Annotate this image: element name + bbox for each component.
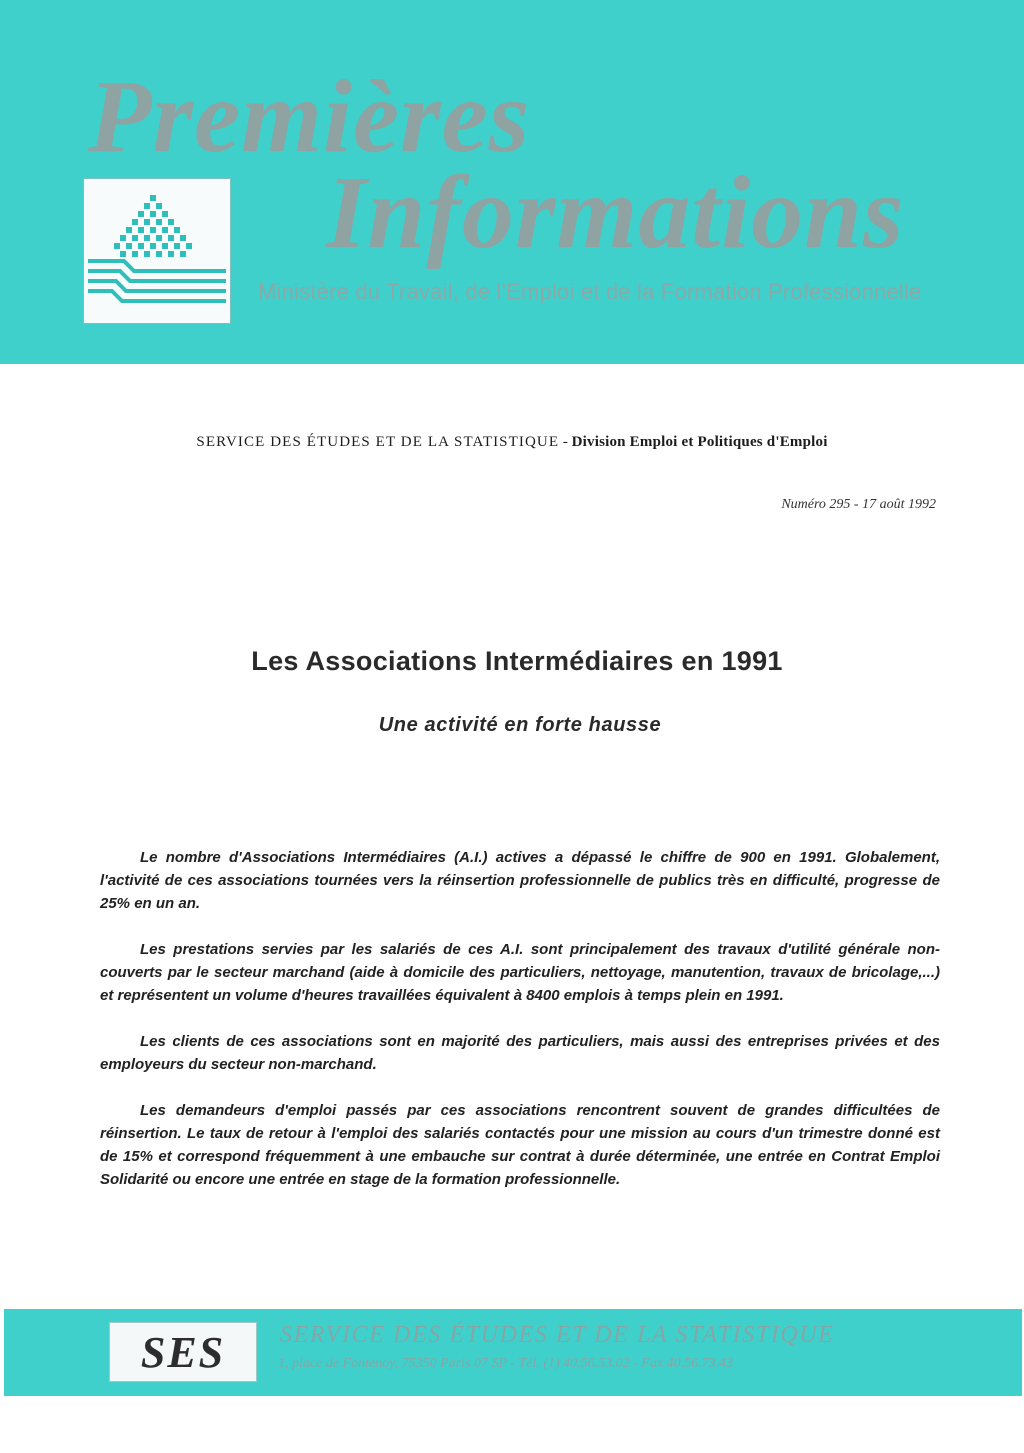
article-title: Les Associations Intermédiaires en 1991 xyxy=(251,646,783,676)
footer-address: 1, place de Fontenoy, 75350 Paris 07 SP - Tél. (1) 40.56.53.02 - Fax 40.56.73.43 xyxy=(278,1356,734,1371)
article-subtitle: Une activité en forte hausse xyxy=(378,714,662,736)
service-name: SERVICE DES ÉTUDES ET DE LA STATISTIQUE xyxy=(196,434,560,450)
service-separator: - xyxy=(559,434,572,450)
paragraph-3: Les clients de ces associations sont en majorité des particuliers, mais aussi des entreprises privées et des employeurs du secteur non-marchand. xyxy=(100,1033,940,1073)
masthead-title-line-2: Informations xyxy=(326,155,905,270)
masthead-title-line-1: Premières xyxy=(88,59,531,174)
service-division-line xyxy=(0,434,1024,451)
paragraph-1: Le nombre d'Associations Intermédiaires (A.I.) actives a dépassé le chiffre de 900 en 1991. Globalement, l'activité de ces associations tournées vers la réinsertion professionnelle de publics très en difficulté, progresse de 25% en un an. xyxy=(100,849,940,912)
footer-service-name: SERVICE DES ÉTUDES ET DE LA STATISTIQUE xyxy=(280,1322,835,1348)
ses-logo: SES xyxy=(109,1322,257,1382)
paragraph-2: Les prestations servies par les salariés de ces A.I. sont principalement des travaux d'utilité générale non-couverts par le secteur marchand (aide à domicile des particuliers, nettoyage, manutention, travaux de bricolage,...) et représentent un volume d'heures travaillées équivalent à 8400 emplois à temps plein en 1991. xyxy=(100,941,940,1004)
paragraph-4: Les demandeurs d'emploi passés par ces associations rencontrent souvent de grandes difficultées de réinsertion. Le taux de retour à l'emploi des salariés contactés pour une mission au cours d'un trimestre donné est de 15% et correspond fréquemment à une embauche sur contrat à durée déterminée, une entrée en Contrat Emploi Solidarité ou encore une entrée en stage de la formation professionnelle. xyxy=(100,1102,940,1188)
stepped-triangle-logo-icon xyxy=(84,179,230,323)
division-name: Division Emploi et Politiques d'Emploi xyxy=(571,434,828,450)
ministry-name: Ministère du Travail, de l'Emploi et de la Formation Professionnelle xyxy=(258,279,922,304)
ministry-logo xyxy=(83,178,231,324)
article-body xyxy=(100,846,940,1214)
issue-number-date: Numéro 295 - 17 août 1992 xyxy=(781,497,936,512)
